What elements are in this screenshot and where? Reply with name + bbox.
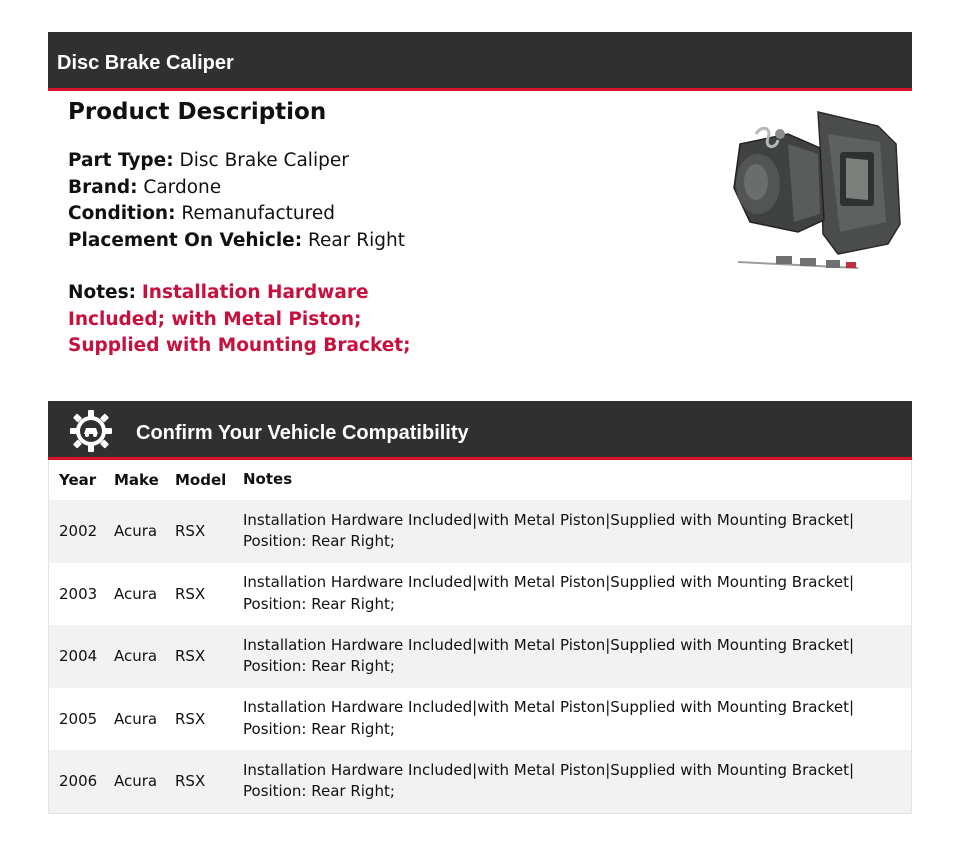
notes-value: Installation Hardware Included; with Metal Piston; Supplied with Mounting Bracket;	[68, 282, 411, 356]
spec-part-type	[68, 148, 688, 175]
compatibility-header	[48, 401, 912, 460]
spec-label: Brand:	[68, 176, 138, 198]
page-title: Disc Brake Caliper	[57, 52, 234, 74]
cell-year: 2005	[59, 709, 98, 728]
table-row	[49, 500, 911, 563]
spec-placement	[68, 228, 688, 255]
spec-label: Condition:	[68, 203, 176, 224]
table-row	[49, 625, 911, 688]
cell-notes: Installation Hardware Included|with Metal Piston|Supplied with Mounting Bracket| Position: Rear Right;	[243, 510, 855, 551]
compatibility-table	[48, 460, 912, 814]
column-header-year: Year	[59, 471, 97, 489]
cell-year: 2003	[59, 584, 98, 603]
spec-list	[68, 148, 688, 254]
cell-year: 2002	[59, 522, 98, 541]
cell-make: Acura	[114, 584, 158, 603]
spec-value: Remanufactured	[181, 203, 335, 224]
table-header	[49, 460, 911, 500]
notes-label: Notes:	[68, 282, 136, 303]
cell-model: RSX	[175, 522, 206, 541]
column-header-make: Make	[114, 471, 159, 489]
cell-model: RSX	[175, 772, 206, 791]
title-bar	[48, 32, 912, 91]
description-heading: Product Description	[68, 99, 327, 125]
table-row	[49, 563, 911, 626]
column-header-notes: Notes	[243, 470, 293, 489]
table-row	[49, 750, 911, 813]
brake-caliper-image	[728, 104, 910, 274]
cell-notes: Installation Hardware Included|with Metal Piston|Supplied with Mounting Bracket| Position: Rear Right;	[243, 698, 855, 738]
cell-make: Acura	[114, 522, 158, 541]
column-header-model: Model	[175, 471, 227, 489]
gear-car-icon	[69, 409, 113, 453]
spec-value: Rear Right	[308, 229, 405, 251]
spec-brand	[68, 175, 688, 202]
cell-model: RSX	[175, 709, 206, 728]
cell-notes: Installation Hardware Included|with Metal Piston|Supplied with Mounting Bracket| Position: Rear Right;	[243, 573, 855, 613]
cell-notes: Installation Hardware Included|with Metal Piston|Supplied with Mounting Bracket| Position: Rear Right;	[243, 760, 855, 801]
cell-model: RSX	[175, 647, 206, 666]
spec-value: Disc Brake Caliper	[179, 150, 349, 171]
cell-make: Acura	[114, 772, 158, 791]
cell-model: RSX	[175, 584, 206, 603]
product-notes	[68, 280, 448, 360]
compatibility-title: Confirm Your Vehicle Compatibility	[136, 422, 469, 444]
cell-make: Acura	[114, 647, 158, 666]
spec-condition	[68, 201, 688, 228]
cell-year: 2004	[59, 647, 98, 666]
table-row	[49, 688, 911, 751]
product-description	[68, 96, 688, 360]
spec-value: Cardone	[143, 176, 222, 198]
spec-label: Placement On Vehicle:	[68, 229, 303, 251]
cell-year: 2006	[59, 772, 98, 791]
cell-make: Acura	[114, 709, 158, 728]
spec-label: Part Type:	[68, 150, 174, 171]
cell-notes: Installation Hardware Included|with Metal Piston|Supplied with Mounting Bracket| Position: Rear Right;	[243, 635, 855, 676]
